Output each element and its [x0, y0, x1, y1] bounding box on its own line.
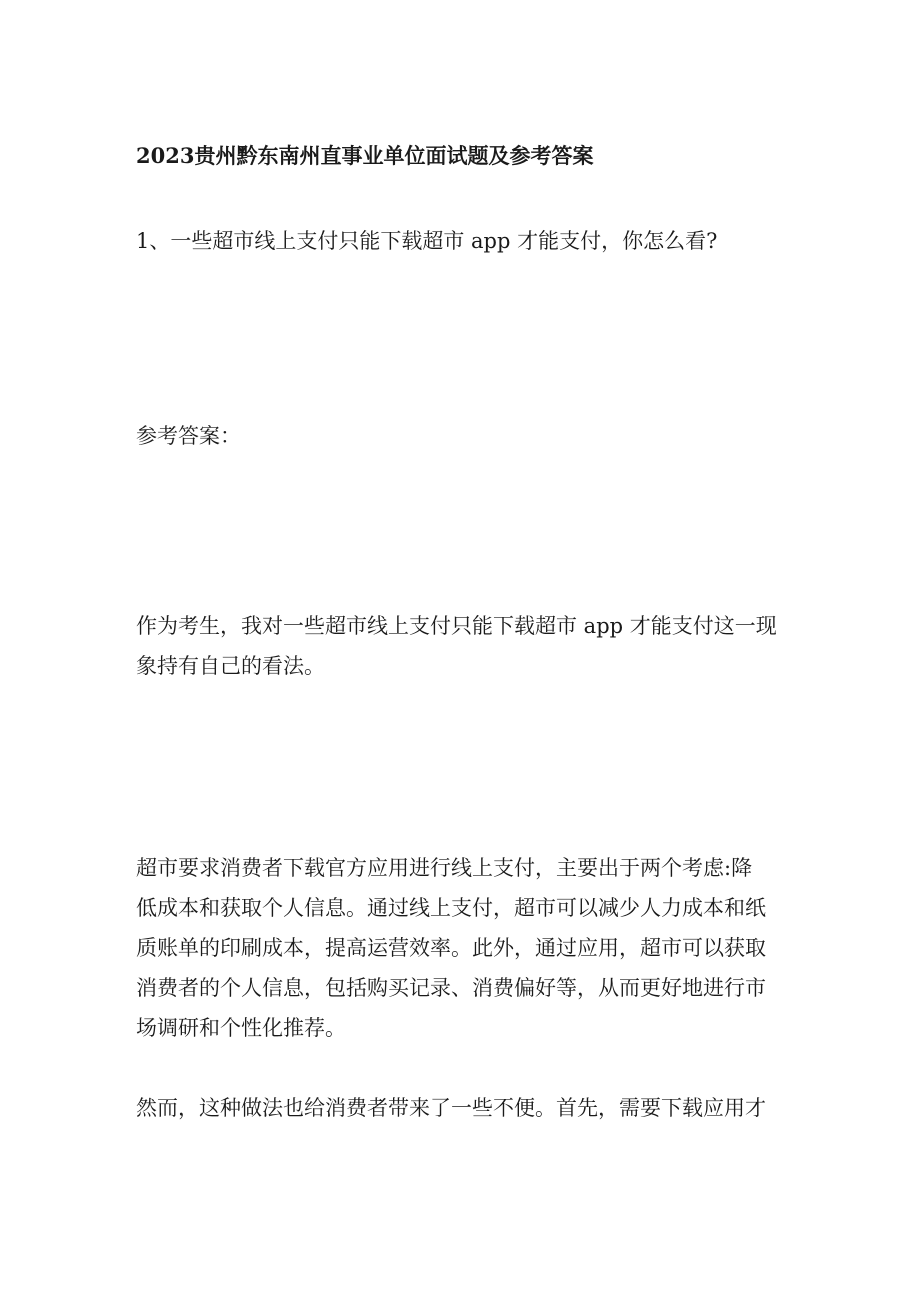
- paragraph-3: [136, 1088, 796, 1128]
- question-text: 1、一些超市线上支付只能下载超市 app 才能支付，你怎么看?: [136, 229, 718, 253]
- paragraph-line: 消费者的个人信息，包括购买记录、消费偏好等，从而更好地进行市: [136, 976, 766, 1000]
- answer-label: 参考答案：: [136, 424, 241, 448]
- paragraph-line: 低成本和获取个人信息。通过线上支付，超市可以减少人力成本和纸: [136, 896, 766, 920]
- paragraph-line: 然而，这种做法也给消费者带来了一些不便。首先，需要下载应用才: [136, 1096, 766, 1120]
- paragraph-2: [136, 848, 796, 1048]
- paragraph-line: 超市要求消费者下载官方应用进行线上支付，主要出于两个考虑:降: [136, 856, 753, 880]
- paragraph-line: 象持有自己的看法。: [136, 654, 325, 678]
- document-title: 2023贵州黔东南州直事业单位面试题及参考答案: [136, 143, 594, 168]
- paragraph-line: 质账单的印刷成本，提高运营效率。此外，通过应用，超市可以获取: [136, 936, 766, 960]
- paragraph-line: 作为考生，我对一些超市线上支付只能下载超市 app 才能支付这一现: [136, 614, 777, 638]
- paragraph-1: [136, 606, 796, 686]
- paragraph-line: 场调研和个性化推荐。: [136, 1016, 346, 1040]
